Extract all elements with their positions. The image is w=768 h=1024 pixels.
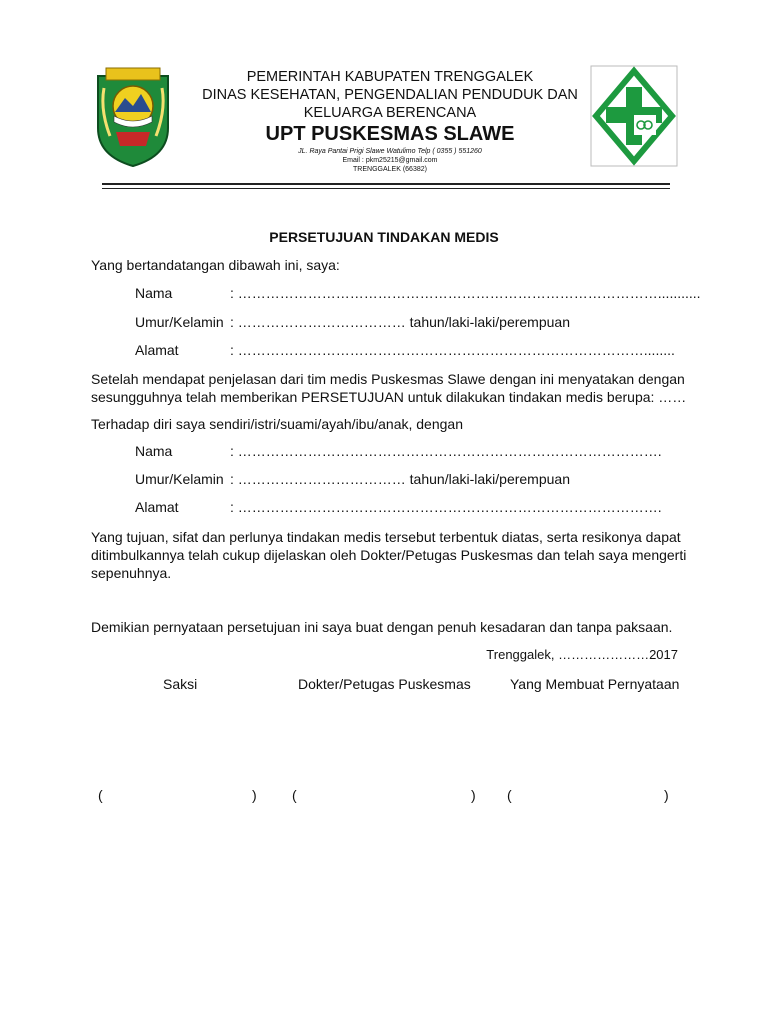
doctor-signature-open: ( (292, 787, 297, 803)
explanation-paragraph-line-2: ditimbulkannya telah cukup dijelaskan oleh Dokter/Petugas Puskesmas dan telah saya mengerti (91, 547, 687, 563)
patient-address-label: Alamat (135, 499, 179, 515)
patient-name-label: Nama (135, 443, 173, 459)
header-department-line-2: KELUARGA BERENCANA (303, 105, 477, 121)
address-field: : ……………………………………………………………………………........ (230, 342, 675, 358)
header-city: TRENGGALEK (66382) (353, 166, 427, 173)
name-field: : ………………………………………………………………………………........... (230, 285, 701, 301)
header-divider-thin (102, 188, 670, 189)
name-label: Nama (135, 285, 173, 301)
signer-witness: Saksi (163, 676, 198, 692)
header-email: Email : pkm25215@gmail.com (342, 157, 438, 164)
witness-signature-close: ) (252, 787, 257, 803)
intro-text: Yang bertandatangan dibawah ini, saya: (91, 257, 340, 273)
header-address: JL. Raya Pantai Prigi Slawe Watulimo Telp ( 0355 ) 551260 (298, 148, 482, 155)
puskesmas-logo (590, 65, 678, 167)
header-institution-name: UPT PUSKESMAS SLAWE (265, 123, 515, 145)
declarant-signature-open: ( (507, 787, 512, 803)
consent-paragraph-line-1: Setelah mendapat penjelasan dari tim medis Puskesmas Slawe dengan ini menyatakan dengan (91, 371, 685, 387)
declaration-text: Demikian pernyataan persetujuan ini saya buat dengan penuh kesadaran dan tanpa paksaan. (91, 619, 673, 635)
patient-address-field: : ………………………………………………………………………………. (230, 499, 662, 515)
explanation-paragraph-line-1: Yang tujuan, sifat dan perlunya tindakan medis tersebut terbentuk diatas, serta resikonya dapat (91, 529, 681, 545)
document-title: PERSETUJUAN TINDAKAN MEDIS (269, 229, 499, 245)
doctor-signature-close: ) (471, 787, 476, 803)
address-label: Alamat (135, 342, 179, 358)
declarant-signature-close: ) (664, 787, 669, 803)
patient-age-gender-label: Umur/Kelamin (135, 471, 224, 487)
patient-name-field: : ………………………………………………………………………………. (230, 443, 662, 459)
place-date: Trenggalek, …………………2017 (486, 647, 678, 662)
explanation-paragraph-line-3: sepenuhnya. (91, 565, 172, 581)
witness-signature-open: ( (98, 787, 103, 803)
header-department-line: DINAS KESEHATAN, PENGENDALIAN PENDUDUK DAN (202, 87, 578, 103)
consent-paragraph-line-2: sesungguhnya telah memberikan PERSETUJUAN untuk dilakukan tindakan medis berupa: …… (91, 389, 687, 405)
signer-doctor: Dokter/Petugas Puskesmas (298, 676, 471, 692)
age-gender-label: Umur/Kelamin (135, 314, 224, 330)
patient-relation-text: Terhadap diri saya sendiri/istri/suami/ayah/ibu/anak, dengan (91, 416, 463, 432)
age-gender-field: : ……………………………… tahun/laki-laki/perempuan (230, 314, 570, 330)
trenggalek-regency-logo (90, 66, 176, 168)
signer-declarant: Yang Membuat Pernyataan (510, 676, 680, 692)
header-divider-thick (102, 183, 670, 185)
patient-age-gender-field: : ……………………………… tahun/laki-laki/perempuan (230, 471, 570, 487)
header-government-line: PEMERINTAH KABUPATEN TRENGGALEK (246, 69, 534, 85)
